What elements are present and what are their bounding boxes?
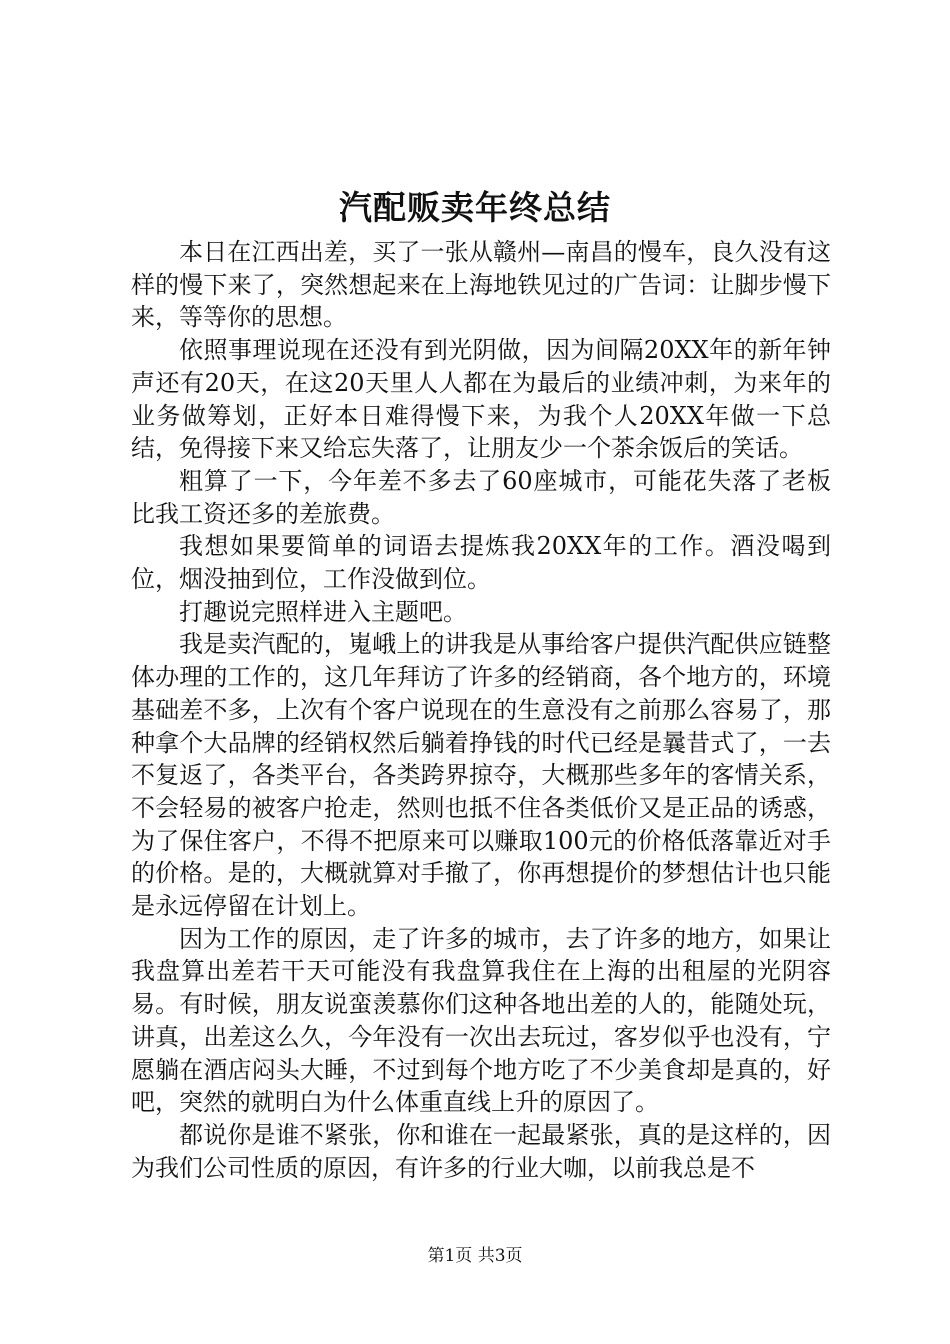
paragraph-7: 因为工作的原因，走了许多的城市，去了许多的地方，如果让我盘算出差若干天可能没有我盘算我住在上海的出租屋的光阴容易。有时候，朋友说蛮羡慕你们这种各地出差的人的，能随处玩，讲真，出差这么久，今年没有一次出去玩过，客岁似乎也没有，宁愿躺在酒店闷头大睡，不过到每个地方吃了不少美食却是真的，好吧，突然的就明白为什么体重直线上升的原因了。 (131, 924, 831, 1117)
paragraph-3: 粗算了一下，今年差不多去了60座城市，可能花失落了老板比我工资还多的差旅费。 (131, 466, 831, 528)
paragraph-1: 本日在江西出差，买了一张从赣州—南昌的慢车，良久没有这样的慢下来了，突然想起来在上海地铁见过的广告词：让脚步慢下来，等等你的思想。 (131, 238, 831, 332)
document-body (131, 236, 831, 1184)
paragraph-2: 依照事理说现在还没有到光阴做，因为间隔20XX年的新年钟声还有20天，在这20天里人人都在为最后的业绩冲刺，为来年的业务做筹划，正好本日难得慢下来，为我个人20XX年做一下总结，免得接下来又给忘失落了，让朋友少一个茶余饭后的笑话。 (131, 336, 831, 463)
paragraph-8: 都说你是谁不紧张，你和谁在一起最紧张，真的是这样的，因为我们公司性质的原因，有许多的行业大咖，以前我总是不 (131, 1120, 831, 1182)
paragraph-6: 我是卖汽配的，嵬峨上的讲我是从事给客户提供汽配供应链整体办理的工作的，这几年拜访了许多的经销商，各个地方的，环境基础差不多，上次有个客户说现在的生意没有之前那么容易了，那种拿个大品牌的经销权然后躺着挣钱的时代已经是曩昔式了，一去不复返了，各类平台，各类跨界掠夺，大概那些多年的客情关系，不会轻易的被客户抢走，然则也抵不住各类低价又是正品的诱惑，为了保住客户，不得不把原来可以赚取100元的价格低落靠近对手的价格。是的，大概就算对手撤了，你再想提价的梦想估计也只能是永远停留在计划上。 (131, 630, 831, 921)
document-title: 汽配贩卖年终总结 (339, 188, 611, 227)
paragraph-4: 我想如果要简单的词语去提炼我20XX年的工作。酒没喝到位，烟没抽到位，工作没做到位。 (131, 532, 831, 594)
page-number-footer: 第1页 共3页 (427, 1246, 523, 1266)
paragraph-5: 打趣说完照样进入主题吧。 (179, 597, 467, 626)
